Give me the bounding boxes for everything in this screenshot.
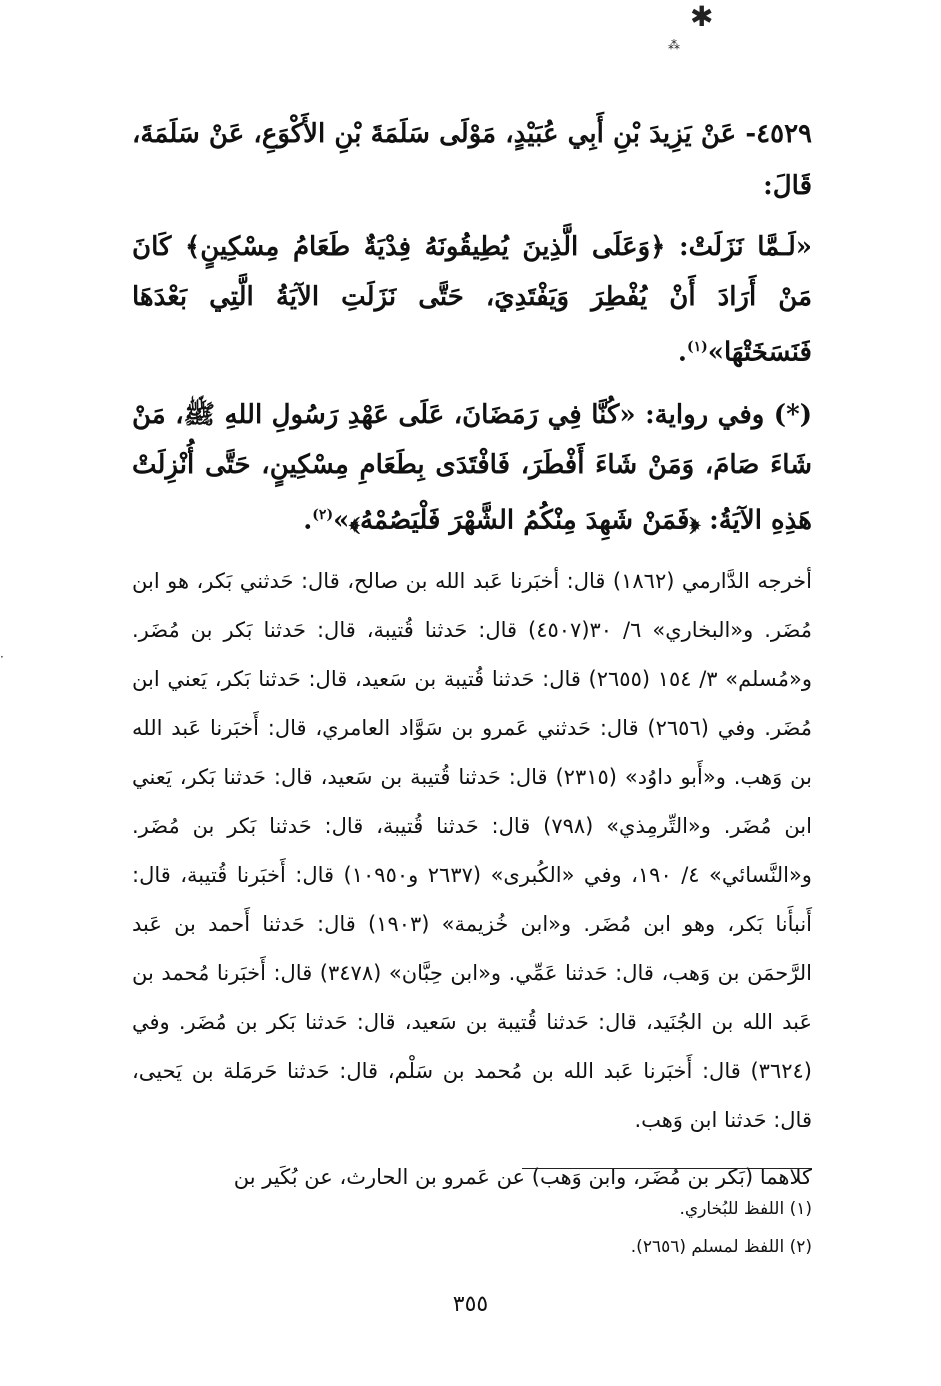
footnote-ref-2[interactable]: (٢) [312, 506, 334, 523]
hadith-riwaya: (*) وفي رواية: «كُنَّا فِي رَمَضَانَ، عَلَى عَهْدِ رَسُولِ اللهِ ﷺ، مَنْ شَاءَ صَامَ، وَمَنْ شَاءَ أَفْطَرَ، فَافْتَدَى بِطَعَامِ مِسْكِينٍ، حَتَّى أُنْزِلَتْ هَذِهِ الآيَةُ: ﴿فَمَنْ شَهِدَ مِنْكُمُ الشَّهْرَ فَلْيَصُمْهُ﴾»$^{(٢)}$. [132, 399, 812, 536]
riwaya-text: (*) وفي رواية: «كُنَّا فِي رَمَضَانَ، عَلَى عَهْدِ رَسُولِ اللهِ ﷺ، مَنْ شَاءَ صَامَ، وَمَنْ شَاءَ أَفْطَرَ، فَافْتَدَى بِطَعَامِ مِسْكِينٍ، حَتَّى أُنْزِلَتْ هَذِهِ الآيَةُ: ﴿فَمَنْ شَهِدَ مِنْكُمُ الشَّهْرَ فَلْيَصُمْهُ﴾» [132, 399, 812, 536]
takhrij-paragraph: أخرجه الدَّارمي (١٨٦٢) قال: أخبَرنا عَبد الله بن صالح، قال: حَدثني بَكر، هو ابن مُضَر. و«البخاري» ٦/ ٣٠(٤٥٠٧) قال: حَدثنا قُتيبة، قال: حَدثنا بَكر بن مُضَر. و«مُسلم» ٣/ ١٥٤ (٢٦٥٥) قال: حَدثنا قُتيبة بن سَعيد، قال: حَدثنا بَكر، يَعني ابن مُضَر. وفي (٢٦٥٦) قال: حَدثني عَمرو بن سَوَّاد العامري، قال: أَخبَرنا عَبد الله بن وَهب. و«أَبو داوُد» (٢٣١٥) قال: حَدثنا قُتيبة بن سَعيد، قال: حَدثنا بَكر، يَعني ابن مُضَر. و«التِّرمِذي» (٧٩٨) قال: حَدثنا قُتيبة، قال: حَدثنا بَكر بن مُضَر. و«النَّسائي» ٤/ ١٩٠، وفي «الكُبرى» (٢٦٣٧ و١٠٩٥٠) قال: أَخبَرنا قُتيبة، قال: أَنبأَنا بَكر، وهو ابن مُضَر. و«ابن خُزيمة» (١٩٠٣) قال: حَدثنا أَحمد بن عَبد الرَّحمَن بن وَهب، قال: حَدثنا عَمِّي. و«ابن حِبَّان» (٣٤٧٨) قال: أَخبَرنا مُحمد بن عَبد الله بن الجُنَيد، قال: حَدثنا قُتيبة بن سَعيد، قال: حَدثنا بَكر بن مُضَر. وفي (٣٦٢٤) قال: أَخبَرنا عَبد الله بن مُحمد بن سَلْم، قال: حَدثنا حَرمَلة بن يَحيى، قال: حَدثنا ابن وَهب. [132, 569, 813, 1133]
ink-speck-top: ✱ [690, 0, 714, 33]
footnote-2: (٢) اللفظ لمسلم (٢٦٥٦). [630, 1237, 812, 1257]
footnote-1: (١) اللفظ للبُخاري. [679, 1199, 812, 1219]
hadith-main-text: «لَـمَّا نَزَلَتْ: ﴿وَعَلَى الَّذِينَ يُطِيقُونَهُ فِدْيَةٌ طَعَامُ مِسْكِينٍ﴾ كَانَ مَنْ أَرَادَ أَنْ يُفْطِرَ وَيَفْتَدِيَ، حَتَّى نَزَلَتِ الآيَةُ الَّتِي بَعْدَهَا فَنَسَخَتْهَا» [132, 232, 812, 368]
footnotes [132, 1190, 812, 1266]
takhrij-continuation: كلاهما (بَكر بن مُضَر، وابن وَهب) عن عَمرو بن الحارث، عن بُكَير بن [233, 1165, 812, 1190]
page-body [132, 108, 812, 1210]
footnote-ref-1[interactable]: (١) [686, 339, 708, 355]
footnote-divider [522, 1168, 812, 1169]
ink-speck-small: ⁂ [668, 38, 680, 52]
page-number: ٣٥٥ [452, 1292, 489, 1317]
ink-speck-left: · [0, 650, 4, 664]
hadith-text: «لَـمَّا نَزَلَتْ: ﴿وَعَلَى الَّذِينَ يُطِيقُونَهُ فِدْيَةٌ طَعَامُ مِسْكِينٍ﴾ كَانَ مَنْ أَرَادَ أَنْ يُفْطِرَ وَيَفْتَدِيَ، حَتَّى نَزَلَتِ الآيَةُ الَّتِي بَعْدَهَا فَنَسَخَتْهَا»$^{(١)}$. [132, 232, 812, 368]
hadith-heading: ٤٥٢٩- عَنْ يَزِيدَ بْنِ أَبِي عُبَيْدٍ، مَوْلَى سَلَمَةَ بْنِ الأَكْوَعِ، عَنْ سَلَمَةَ، قَالَ: [132, 119, 812, 201]
